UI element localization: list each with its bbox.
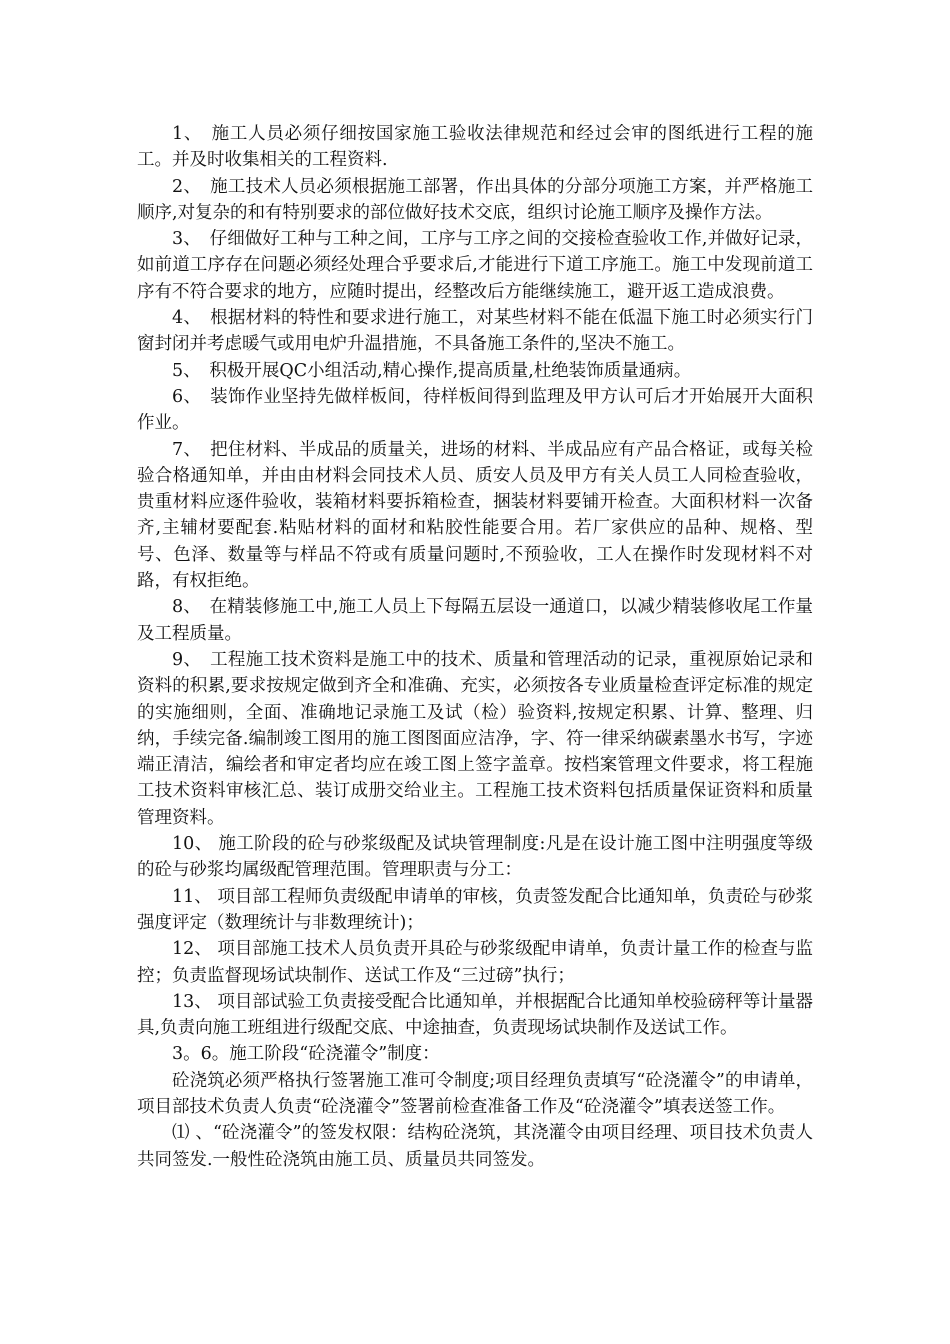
paragraph-13: 13、 项目部试验工负责接受配合比通知单，并根据配合比通知单校验磅秤等计量器具,负责向施工班组进行级配交底、中途抽查，负责现场试块制作及送试工作。	[137, 991, 813, 1039]
paragraph-8: 8、 在精装修施工中,施工人员上下每隔五层设一通道口，以减少精装修收尾工作量及工程质量。	[137, 597, 813, 644]
paragraph-6: 6、 装饰作业坚持先做样板间，待样板间得到监理及甲方认可后才开始展开大面积作业。	[137, 386, 813, 434]
paragraph-3: 3、 仔细做好工种与工种之间，工序与工序之间的交接检查验收工作,并做好记录，如前道工序存在问题必须经处理合乎要求后,才能进行下道工序施工。施工中发现前道工序有不符合要求的地方，应随时提出，经整改后方能继续施工，避开返工造成浪费。	[137, 229, 813, 302]
paragraph-1: 1、 施工人员必须仔细按国家施工验收法律规范和经过会审的图纸进行工程的施工。并及时收集相关的工程资料.	[137, 124, 813, 171]
paragraph-pour-order: 砼浇筑必须严格执行签署施工准可令制度;项目经理负责填写“砼浇灌令”的申请单，项目部技术负责人负责“砼浇灌令”签署前检查准备工作及“砼浇灌令”填表送签工作。	[137, 1070, 813, 1117]
paragraph-9: 9、 工程施工技术资料是施工中的技术、质量和管理活动的记录，重视原始记录和资料的积累,要求按规定做到齐全和准确、充实，必须按各专业质量检查评定标准的规定的实施细则，全面、准确地记录施工及试（检）验资料,按规定积累、计算、整理、归纳，手续完备.编制竣工图用的施工图图面应洁净，字、符一律采纳碳素墨水书写，字迹端正清洁，编绘者和审定者均应在竣工图上签字盖章。按档案管理文件要求，将工程施工技术资料审核汇总、装订成册交给业主。工程施工技术资料包括质量保证资料和质量管理资料。	[137, 649, 813, 828]
paragraph-2: 2、 施工技术人员必须根据施工部署，作出具体的分部分项施工方案，并严格施工顺序,对复杂的和有特别要求的部位做好技术交底，组织讨论施工顺序及操作方法。	[137, 176, 813, 223]
paragraph-11: 11、 项目部工程师负责级配申请单的审核，负责签发配合比通知单，负责砼与砂浆强度评定（数理统计与非数理统计)；	[137, 886, 813, 933]
document-body	[137, 121, 813, 1173]
section-heading: 3。6。施工阶段“砼浇灌令”制度：	[172, 1044, 440, 1065]
paragraph-5: 5、 积极开展QC小组活动,精心操作,提高质量,杜绝装饰质量通病。	[172, 360, 692, 381]
paragraph-7: 7、 把住材料、半成品的质量关，进场的材料、半成品应有产品合格证，或每关检验合格通知单，并由由材料会同技术人员、质安人员及甲方有关人员工人同检查验收，贵重材料应逐件验收，装箱材料要拆箱检查，捆装材料要铺开检查。大面积材料一次备齐,主辅材要配套.粘贴材料的面材和粘胶性能要合用。若厂家供应的品种、规格、型号、色泽、数量等与样品不符或有质量问题时,不预验收，工人在操作时发现材料不对路，有权拒绝。	[137, 439, 813, 592]
paragraph-4: 4、 根据材料的特性和要求进行施工，对某些材料不能在低温下施工时必须实行门窗封闭并考虑暖气或用电炉升温措施，不具备施工条件的,坚决不施工。	[137, 308, 813, 355]
paragraph-10: 10、 施工阶段的砼与砂浆级配及试块管理制度:凡是在设计施工图中注明强度等级的砼与砂浆均属级配管理范围。管理职责与分工：	[137, 834, 813, 881]
paragraph-12: 12、 项目部施工技术人员负责开具砼与砂浆级配申请单，负责计量工作的检查与监控；负责监督现场试块制作、送试工作及“三过磅”执行；	[137, 939, 813, 986]
paragraph-signing-authority: ⑴ 、“砼浇灌令”的签发权限：结构砼浇筑，其浇灌令由项目经理、项目技术负责人共同签发.一般性砼浇筑由施工员、质量员共同签发。	[137, 1123, 813, 1170]
